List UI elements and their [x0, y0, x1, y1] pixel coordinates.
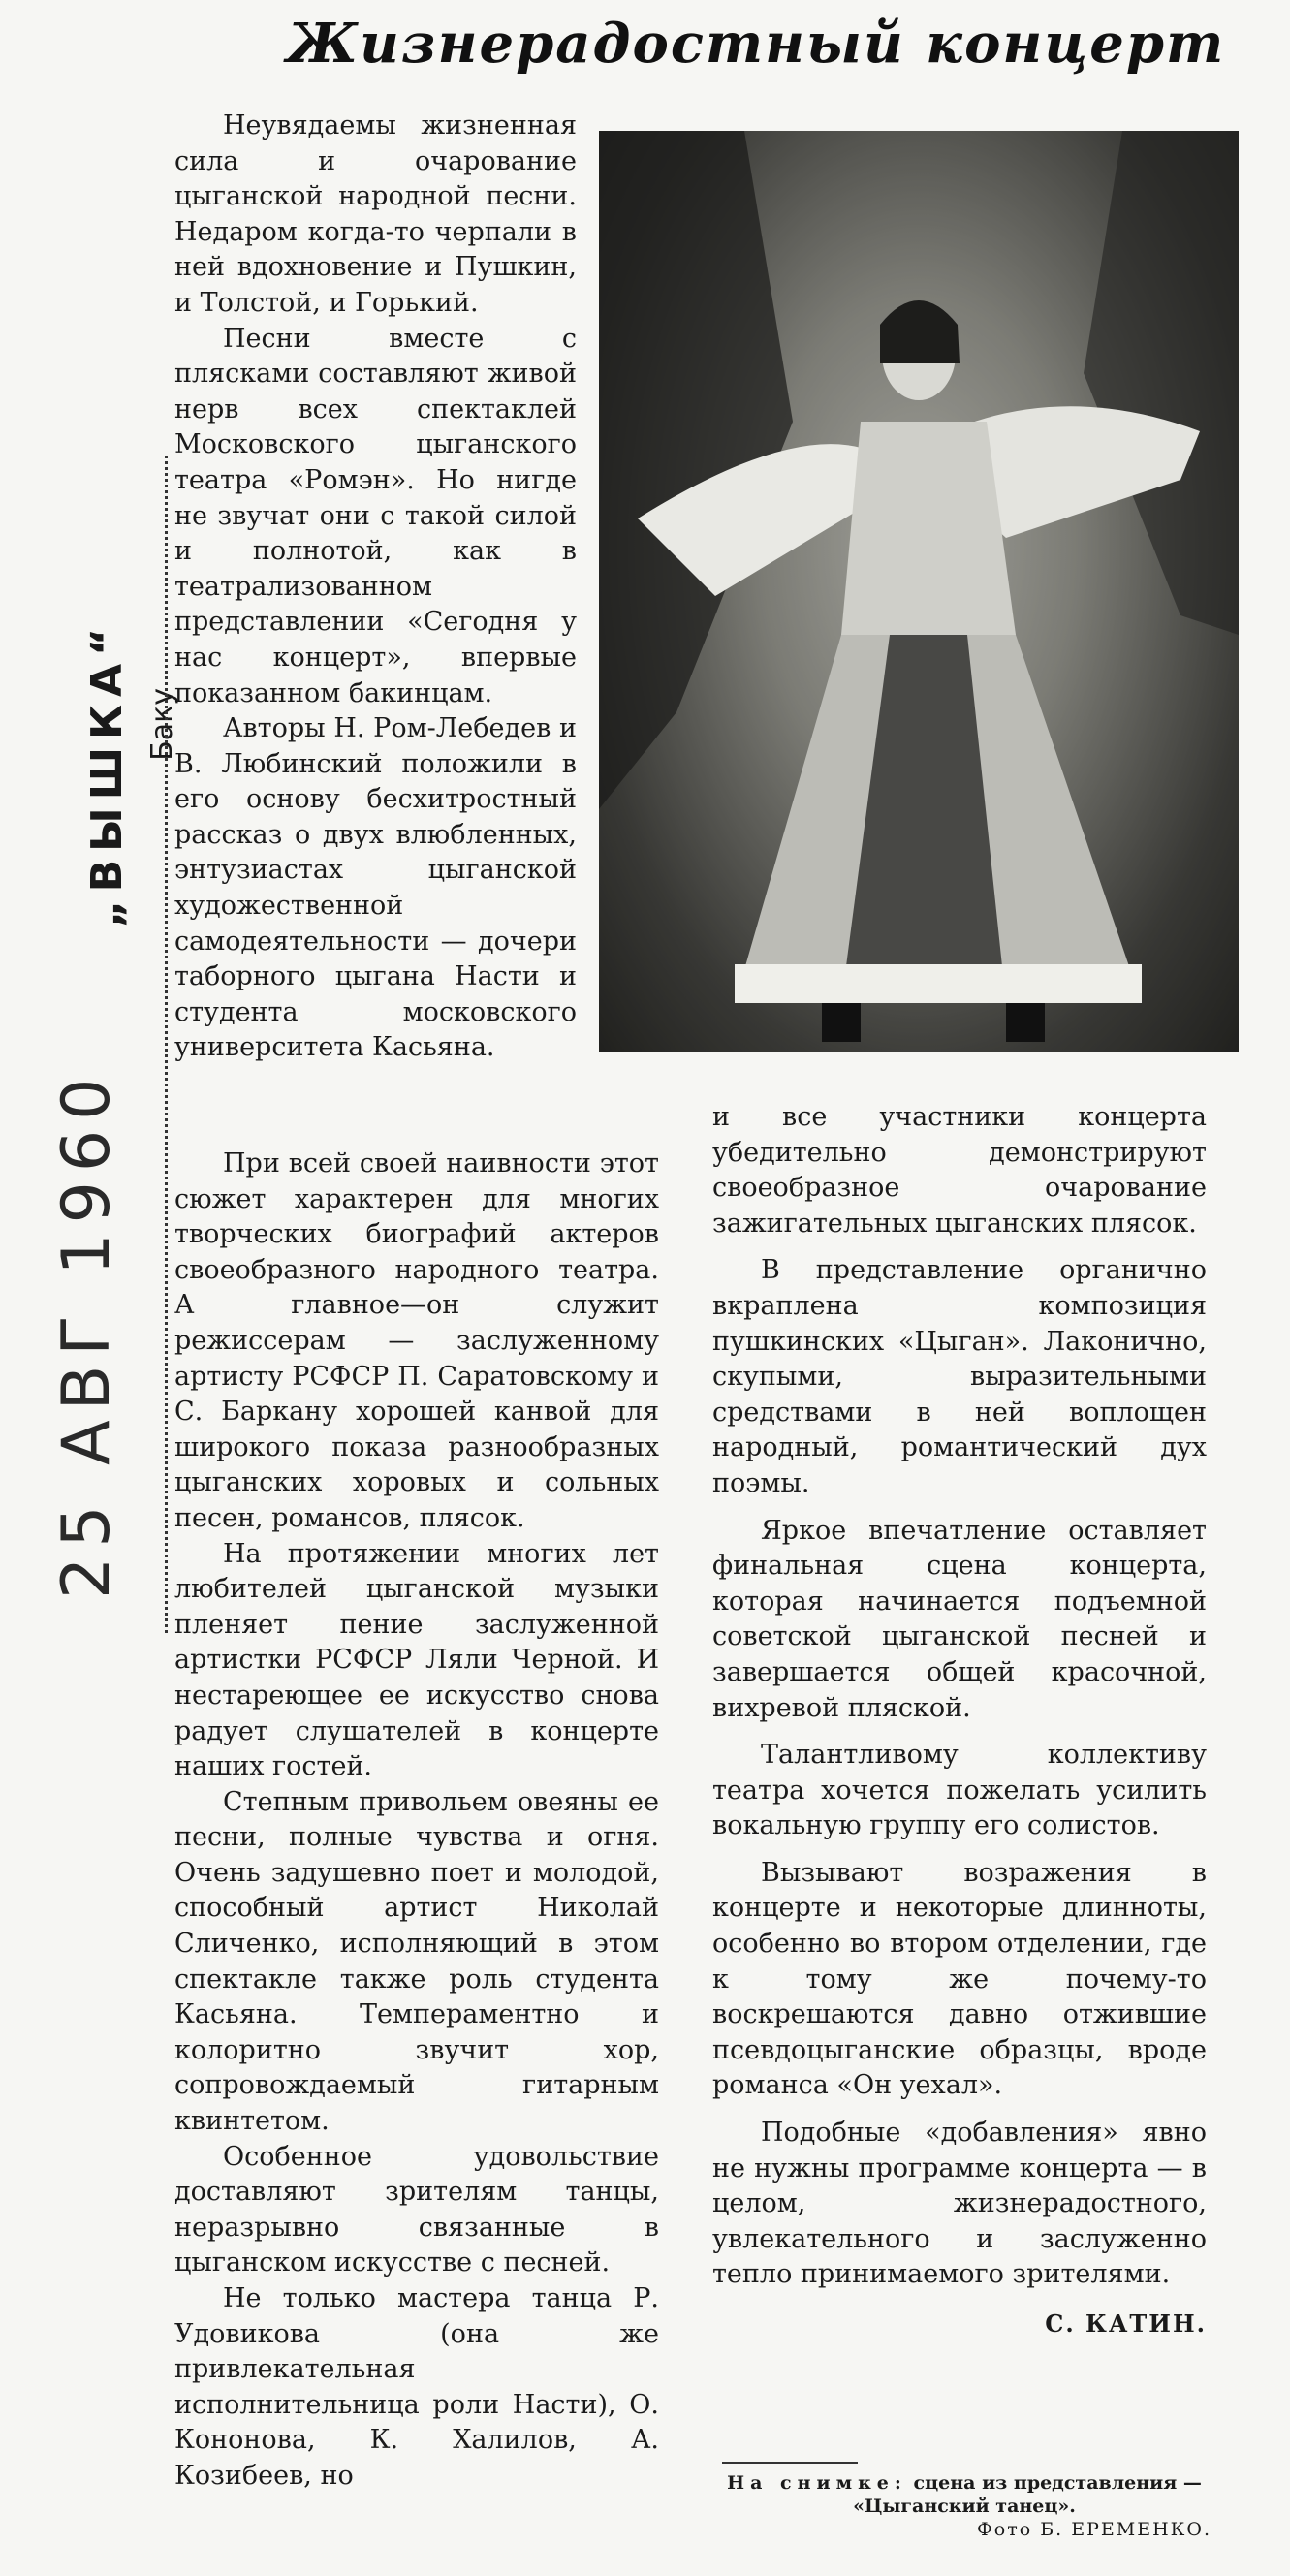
paragraph: Не только мастера танца Р. Удовикова (она же привлекательная исполнительница роли Насти), О. Кононова, К. Халилов, А. Козибеев, но [174, 2283, 659, 2491]
paragraph: Неувядаемы жизненная сила и очарование цыганской народной песни. Недаром когда-то черпали в ней вдохновение и Пушкин, и Толстой, и Горький. [174, 110, 577, 318]
masthead [29, 620, 179, 950]
paragraph: Вызывают возражения в концерте и некоторые длинноты, особенно во втором отделении, где к тому же почему-то воскрешаются давно отжившие псевдоцыганские образцы, вроде романса «Он уехал». [712, 1857, 1207, 2101]
article-column-left-bottom [174, 1147, 659, 2495]
paragraph: Талантливому коллективу театра хочется пожелать усилить вокальную группу его солистов. [712, 1740, 1207, 1841]
date-stamp: 25 АВГ 1960 [48, 1068, 125, 1599]
caption-divider [722, 2462, 858, 2464]
perforation-rule [165, 456, 168, 1633]
paragraph: При всей своей наивности этот сюжет характерен для многих творческих биографий актеров своеобразного народного театра. А главное—он служит режиссерам — заслуженному артисту РСФСР П. Саратовскому и С. Баркану хорошей канвой для широкого показа разнообразных цыганских хоровых и сольных песен, романсов, плясок. [174, 1148, 659, 1533]
masthead-title: „ВЫШКА“ [82, 620, 132, 928]
paragraph: Степным привольем овеяны ее песни, полные чувства и огня. Очень задушевно поет и молодой, способный артист Николай Сличенко, исполняющий в этом спектакле также роль студента Касьяна. Темпераментно и колоритно звучит хор, сопровождаемый гитарным квинтетом. [174, 1786, 659, 2137]
caption-text: сцена из представления — «Цыганский танец». [853, 2472, 1202, 2517]
article-column-left-top [174, 109, 577, 1066]
author-signature: С. КАТИН. [1045, 2309, 1207, 2338]
article-column-right [712, 1100, 1207, 2342]
paragraph: Авторы Н. Ром-Лебедев и В. Любинский положили в его основу бесхитростный рассказ о двух влюбленных, энтузиастах цыганской художественной самодеятельности — дочери таборного цыгана Насти и студента московского университета Касьяна. [174, 713, 577, 1063]
paragraph: На протяжении многих лет любителей цыганской музыки пленяет пение заслуженной артистки РСФСР Ляли Черной. И нестареющее ее искусство снова радует слушателей в концерте наших гостей. [174, 1538, 659, 1782]
photo-credit: Фото Б. ЕРЕМЕНКО. [977, 2519, 1211, 2540]
paragraph: Яркое впечатление оставляет финальная сцена концерта, которая начинается подъемной советской цыганской песней и завершается общей красочной, вихревой пляской. [712, 1515, 1207, 1723]
paragraph: В представление органично вкраплена композиция пушкинских «Цыган». Лаконично, скупыми, выразительными средствами в ней воплощен народный, романтический дух поэмы. [712, 1255, 1207, 1498]
photo-gypsy-dance [599, 131, 1239, 1052]
masthead-city: Баку [145, 688, 179, 761]
paragraph: Особенное удовольствие доставляют зрителям танцы, неразрывно связанные в цыганском искусстве с песней. [174, 2141, 659, 2278]
dancer-illustration [599, 131, 1239, 1052]
photo-caption [717, 2471, 1211, 2541]
paragraph: и все участники концерта убедительно демонстрируют своеобразное очарование зажигательных цыганских плясок. [712, 1102, 1207, 1239]
headline: Жизнерадостный концерт [286, 12, 1226, 76]
paragraph: Подобные «добавления» явно не нужны программе концерта — в целом, жизнерадостного, увлекательного и заслуженно тепло принимаемого зрителями. [712, 2118, 1207, 2290]
caption-label: На снимке: [727, 2472, 907, 2494]
paragraph: Песни вместе с плясками составляют живой нерв всех спектаклей Московского цыганского театра «Ромэн». Но нигде не звучат они с такой силой и полнотой, как в театрализованном представлении «Сегодня у нас концерт», впервые показанном бакинцам. [174, 323, 577, 708]
